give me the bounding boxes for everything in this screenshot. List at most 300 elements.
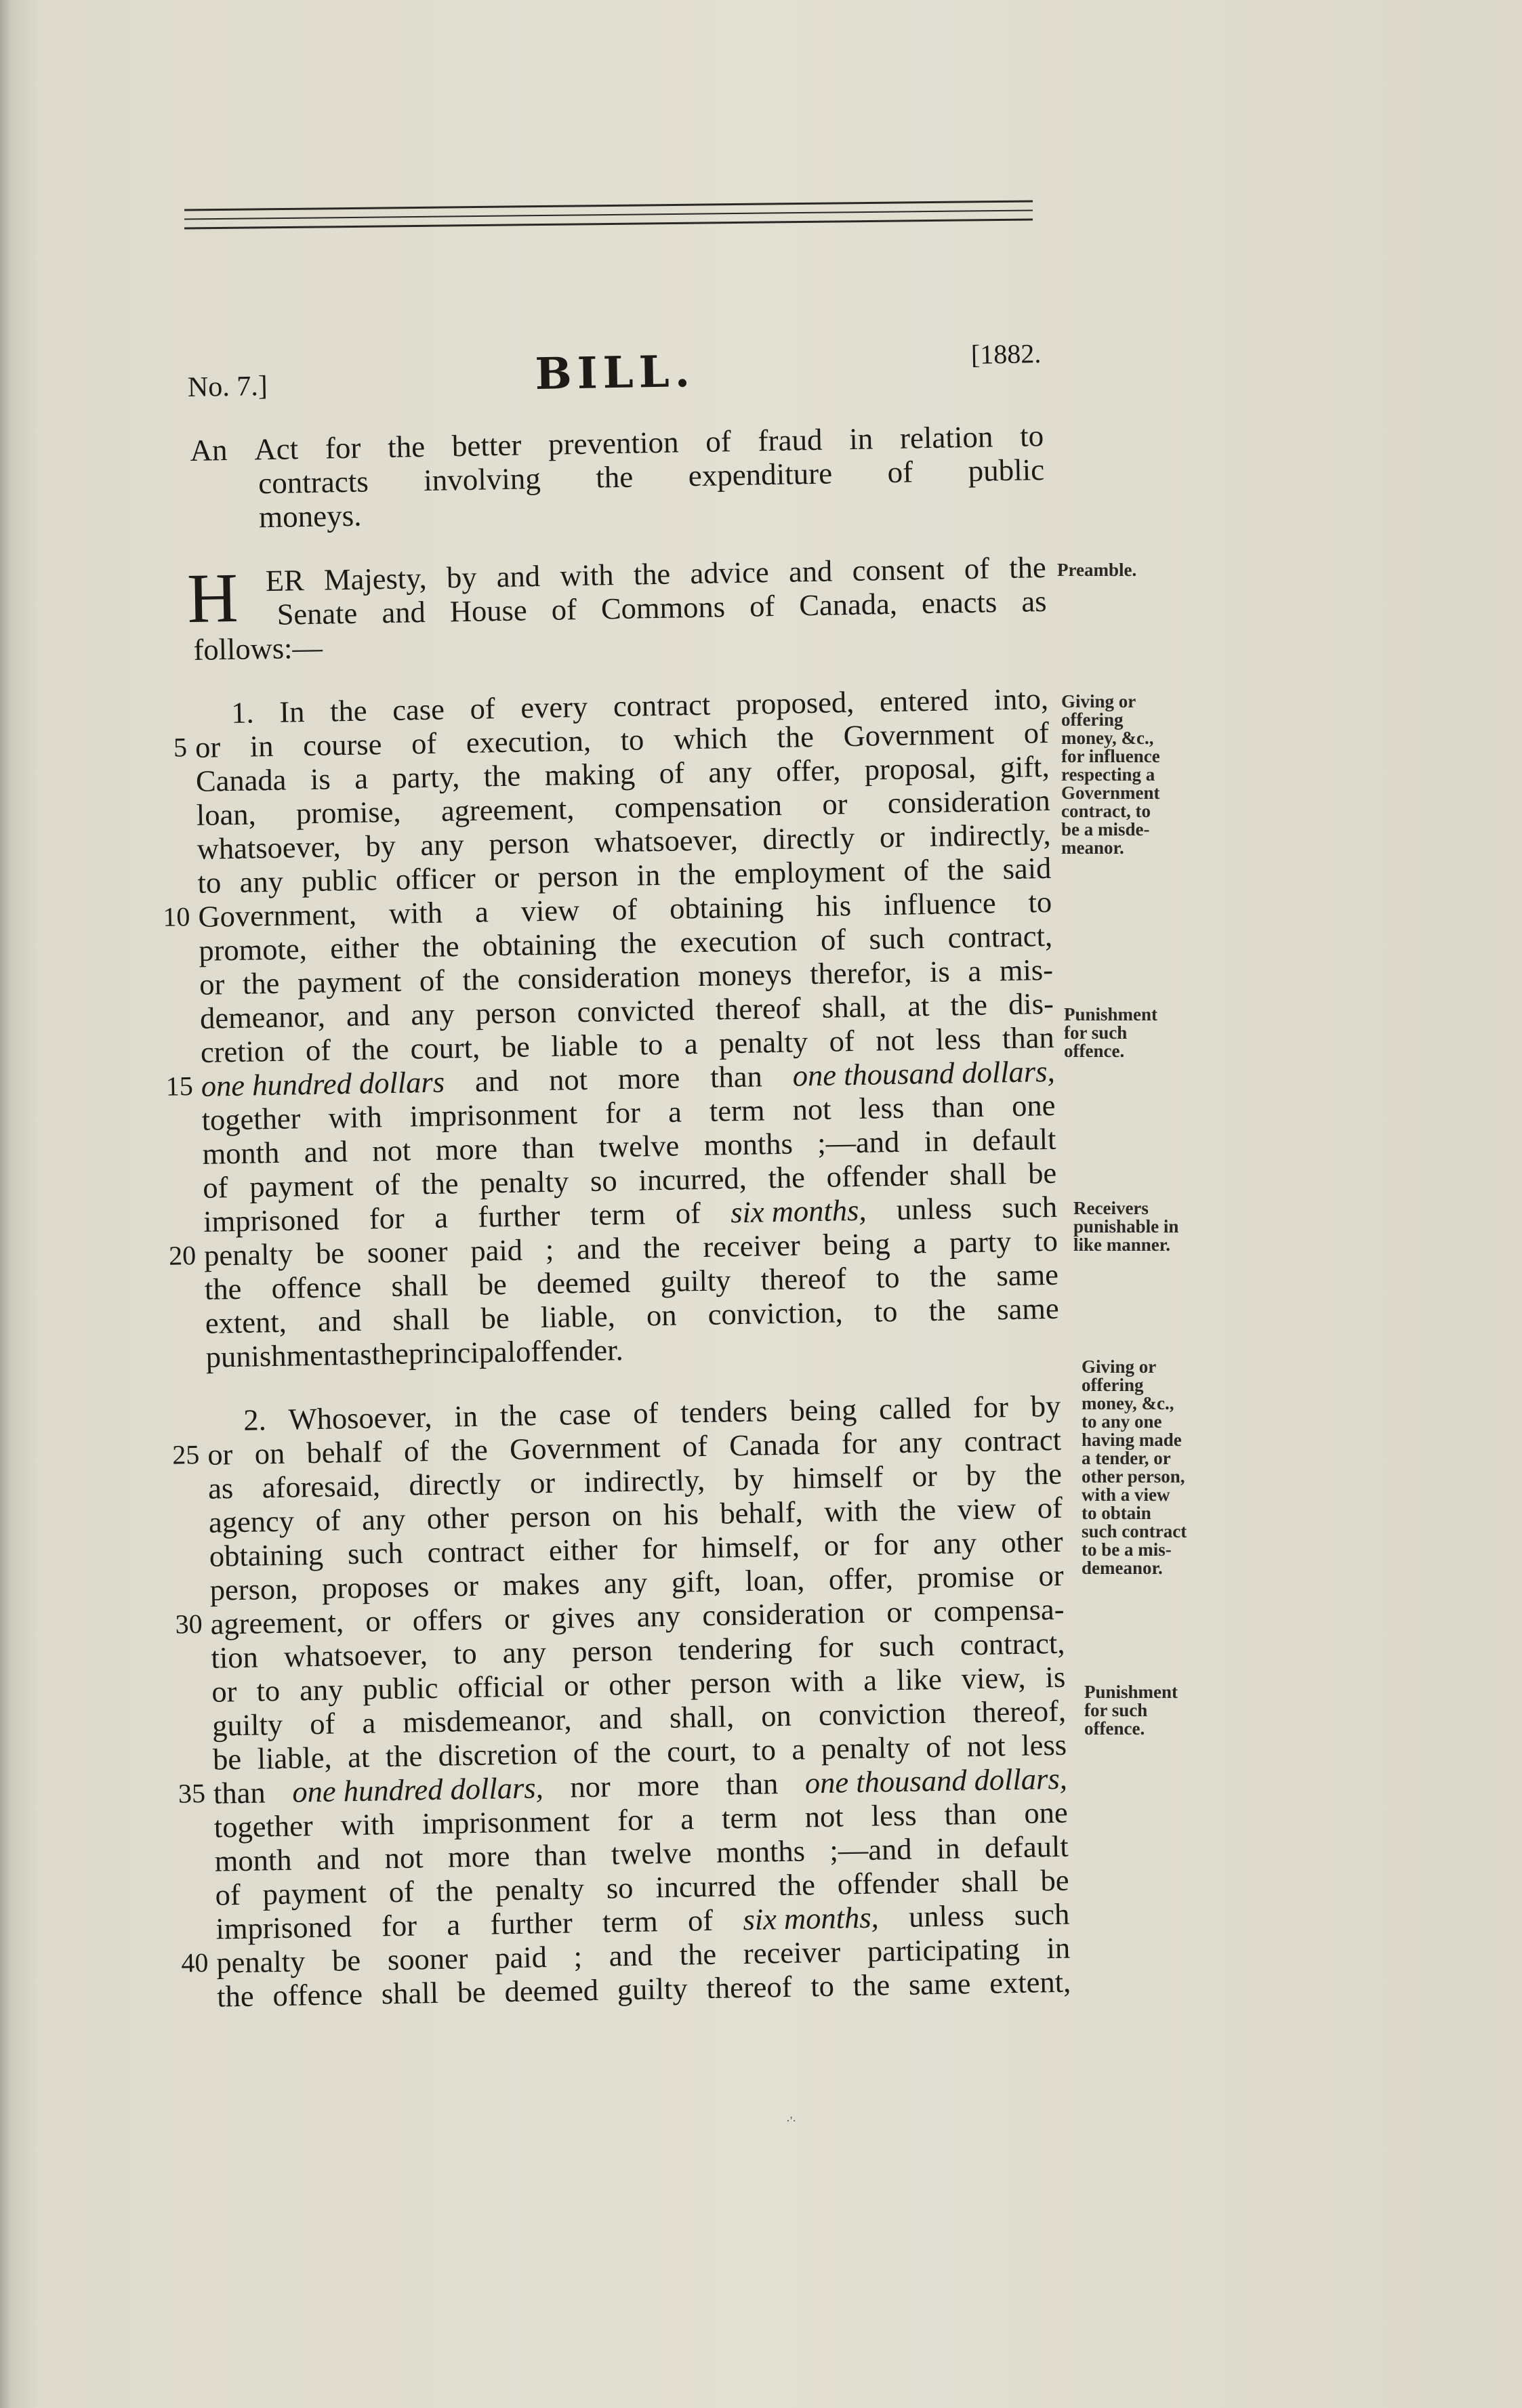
margin-note-line: meanor. (1061, 837, 1124, 858)
word: and (496, 559, 541, 594)
word: in (924, 1123, 948, 1159)
word: the (778, 1867, 816, 1903)
margin-note-line: be a misde- (1061, 819, 1150, 839)
word: obtaining (669, 889, 784, 926)
word: more (447, 1839, 510, 1874)
margin-note-line: Preamble. (1057, 560, 1137, 580)
word: makes (502, 1566, 580, 1602)
word: offence (272, 1976, 363, 2013)
word: a (362, 1705, 376, 1740)
word: of (632, 1396, 659, 1430)
word: thereof, (972, 1693, 1067, 1730)
word: of (829, 1024, 855, 1058)
word: view (957, 1491, 1016, 1527)
word: the (483, 758, 521, 793)
word: or (493, 860, 520, 895)
word: the (1008, 549, 1047, 585)
word: of (309, 1706, 335, 1741)
word: better (451, 428, 522, 463)
word: not (966, 1728, 1006, 1764)
word: to (810, 1968, 835, 2004)
word: of (374, 1167, 400, 1202)
word: less (935, 1021, 981, 1056)
word: of (470, 691, 496, 726)
word: himself (792, 1459, 884, 1495)
word: to (876, 1260, 900, 1295)
word: for (972, 1390, 1009, 1425)
word: discretion (438, 1736, 558, 1772)
word: 2. (243, 1403, 267, 1437)
word: other (608, 1666, 672, 1702)
word: offer, (775, 753, 841, 788)
word: of (925, 1729, 951, 1764)
word: less (871, 1798, 917, 1833)
word: for (617, 1802, 653, 1838)
word: the (928, 1293, 966, 1328)
word: public (968, 453, 1045, 488)
word: party, (392, 760, 460, 795)
word: of (964, 551, 990, 586)
word: for (369, 1201, 405, 1236)
line-number: 15 (165, 1071, 194, 1102)
word: be (331, 1943, 361, 1978)
word: Canada (195, 762, 287, 798)
word: either (329, 930, 399, 966)
word: six months, (730, 1192, 867, 1230)
word: liable, (257, 1740, 333, 1776)
word: month (214, 1842, 292, 1878)
word: or (207, 1437, 233, 1472)
word: to (197, 865, 222, 900)
word: the (216, 1978, 255, 2014)
word: not (875, 1022, 915, 1058)
word: indirectly, (929, 816, 1051, 854)
word: of (903, 853, 929, 888)
word: term (721, 1800, 778, 1835)
word: one thousand dollars, (804, 1761, 1068, 1800)
word: shall, (821, 989, 887, 1024)
word: more (435, 1132, 498, 1167)
word: or (199, 967, 225, 1001)
word: whatsoever, (594, 822, 739, 859)
word: other (1000, 1524, 1064, 1560)
word: therefor, (809, 955, 912, 991)
word: promise (917, 1559, 1015, 1595)
word: be (478, 1267, 508, 1302)
word: proposes (321, 1569, 430, 1605)
margin-note-line: other person, (1082, 1466, 1185, 1487)
word: Government (509, 1430, 661, 1466)
word: or (194, 730, 221, 764)
word: and (788, 554, 833, 589)
word: together (201, 1101, 301, 1137)
word: course (302, 727, 382, 763)
word: on (254, 1436, 285, 1471)
word: person (510, 1498, 591, 1534)
margin-note-line: punishable in (1073, 1216, 1179, 1237)
word: a (791, 1732, 806, 1766)
word: for (325, 430, 361, 465)
word: of (411, 726, 437, 761)
word: the (421, 1166, 459, 1201)
word: extent, (205, 1304, 287, 1340)
word: as (346, 1337, 372, 1372)
word: whatsoever, (197, 829, 342, 866)
word: for (604, 1095, 641, 1130)
word: obtaining (209, 1537, 324, 1573)
word: dis- (1008, 986, 1054, 1022)
word: of (887, 455, 913, 490)
word: such (347, 1535, 404, 1571)
line-number: 40 (180, 1947, 209, 1978)
word: case (392, 692, 445, 727)
word: contract, (960, 1625, 1065, 1662)
word: the (633, 556, 671, 591)
word: prevention (548, 425, 679, 461)
word: person (690, 1665, 771, 1701)
word: of (659, 755, 685, 790)
word: conviction, (707, 1295, 844, 1331)
word: a (680, 1802, 695, 1836)
word: consideration (701, 1595, 865, 1633)
word: any (603, 1565, 648, 1600)
word: offer, (828, 1561, 894, 1596)
word: the (421, 929, 459, 964)
word: Government (843, 716, 995, 753)
word: relation (899, 419, 993, 455)
line-number: 30 (175, 1608, 203, 1640)
word: the (204, 1271, 242, 1306)
word: case (558, 1396, 611, 1432)
line-number: 5 (173, 732, 188, 763)
word: and (382, 594, 426, 630)
word: himself, (701, 1529, 800, 1565)
word: proposed, (735, 684, 855, 721)
word: ;—and (829, 1831, 912, 1867)
margin-note-line: for such (1064, 1022, 1128, 1043)
word: of (573, 1735, 599, 1770)
word: nor (569, 1769, 611, 1804)
word: person (475, 995, 556, 1031)
word: offender (826, 1158, 928, 1194)
word: be (457, 1974, 487, 2010)
word: payment (249, 1167, 354, 1204)
word: imprisonment (421, 1804, 590, 1841)
word: the (679, 1936, 717, 1972)
word: a (667, 1094, 682, 1129)
section-1 (163, 681, 1060, 1374)
word: gives (551, 1600, 615, 1635)
word: shall (391, 1268, 449, 1303)
word: the (777, 720, 815, 754)
word: tenders (680, 1394, 768, 1430)
word: the (371, 1336, 409, 1371)
word: for (873, 1527, 909, 1562)
word: compensation (614, 787, 783, 825)
word: in (636, 857, 661, 892)
word: than (944, 1796, 997, 1831)
word: the (950, 987, 988, 1022)
word: less (1021, 1727, 1067, 1762)
word: proposal, (864, 750, 976, 787)
word: and (317, 1303, 362, 1338)
word: ; (573, 1939, 583, 1974)
margin-note-line: to any one (1082, 1411, 1162, 1432)
word: thereof (715, 991, 802, 1026)
word: the (947, 852, 985, 887)
bill-title: BILL. (534, 346, 696, 400)
word: in (249, 728, 274, 764)
word: the (387, 429, 426, 464)
word: a (446, 1907, 461, 1942)
word: enacts (921, 585, 997, 621)
word: sooner (367, 1234, 448, 1270)
word: same (996, 1291, 1060, 1327)
word: same (995, 1257, 1059, 1293)
word: six months, (743, 1900, 880, 1937)
margin-note-receivers (1073, 1199, 1178, 1254)
word: the (329, 693, 367, 728)
word: execution (680, 923, 798, 959)
word: making (544, 756, 636, 792)
word: in (1046, 1930, 1071, 1966)
word: of (202, 1170, 228, 1205)
word: by (365, 828, 396, 863)
word: the (385, 1739, 423, 1774)
word: liable (550, 1028, 619, 1063)
word: agreement, (440, 791, 575, 828)
margin-note-line: such contract (1082, 1521, 1187, 1541)
word: any (299, 1672, 344, 1707)
word: person (571, 1633, 653, 1669)
line-number: 25 (171, 1438, 200, 1470)
word: not (804, 1799, 844, 1834)
word: twelve (611, 1835, 692, 1871)
margin-note-line: Giving or (1082, 1356, 1157, 1377)
word: and (316, 1841, 361, 1877)
word: so (590, 1163, 618, 1198)
word: demeanor, (199, 999, 326, 1035)
word: tion (211, 1640, 259, 1675)
word: thereof (706, 1969, 792, 2006)
word: other (426, 1500, 489, 1536)
word: as (207, 1471, 234, 1506)
word: by (733, 1461, 764, 1497)
word: of (403, 1434, 430, 1468)
word: any (898, 1424, 943, 1459)
word: not (371, 1133, 411, 1168)
word: than (522, 1130, 575, 1165)
word: of (611, 892, 638, 927)
word: Canada, (798, 586, 898, 623)
word: Majesty, (323, 560, 428, 597)
word: moneys (697, 957, 792, 993)
word: than (726, 1766, 779, 1802)
word: or (821, 787, 848, 821)
word: conviction (818, 1695, 947, 1732)
word: to (1033, 1223, 1058, 1258)
word: term (602, 1904, 659, 1939)
word: deemed (504, 1972, 599, 2009)
word: such (1014, 1896, 1070, 1932)
preamble (186, 549, 1047, 667)
word: behalf, (719, 1495, 804, 1531)
word: not (792, 1092, 831, 1127)
word: to (1028, 884, 1052, 919)
word: punishment (205, 1337, 347, 1374)
margin-note-line: Government (1061, 783, 1160, 803)
word: than (534, 1838, 587, 1873)
margin-note-tender (1082, 1358, 1187, 1577)
word: and (576, 1231, 621, 1266)
margin-note-preamble (1057, 561, 1136, 579)
word: the (642, 1230, 681, 1265)
margin-note-line: demeanor. (1082, 1558, 1163, 1578)
word: more (617, 1060, 680, 1096)
word: court, (410, 1030, 480, 1066)
word: incurred, (638, 1161, 747, 1197)
word: loan, (745, 1562, 805, 1598)
word: with (340, 1807, 395, 1842)
word: and (346, 997, 390, 1033)
word: one hundred dollars (201, 1064, 445, 1103)
margin-note-line: offering (1061, 709, 1124, 730)
margin-note-punishment (1064, 1005, 1157, 1060)
word: officer (395, 860, 476, 896)
word: or (911, 1458, 938, 1493)
word: or (365, 1604, 391, 1638)
margin-note-line: offence. (1064, 1041, 1125, 1061)
word: penalty (718, 1024, 808, 1060)
word: guilty (660, 1263, 731, 1299)
word: House (449, 593, 528, 629)
word: one hundred dollars, (291, 1770, 544, 1809)
margin-note-line: with a view (1082, 1485, 1170, 1505)
margin-note-line: to obtain (1082, 1503, 1151, 1523)
word: Whosoever, (288, 1399, 432, 1436)
word: or (879, 819, 905, 854)
word: offender (837, 1865, 940, 1901)
word: the (462, 962, 500, 997)
word: receiver (703, 1228, 801, 1264)
word: penalty (495, 1871, 585, 1907)
word: is (310, 762, 331, 796)
word: the (899, 1493, 937, 1527)
word: unless (908, 1898, 985, 1934)
word: offers (412, 1602, 483, 1638)
word: with (823, 1493, 878, 1529)
word: of (682, 1428, 708, 1464)
word: agency (208, 1503, 295, 1539)
word: any (502, 1635, 547, 1670)
word: cretion (200, 1033, 285, 1069)
word: in (453, 1398, 478, 1434)
word: to (453, 1636, 478, 1671)
word: be (315, 1236, 345, 1270)
word: the (436, 1873, 474, 1908)
word: as (1021, 583, 1047, 619)
act-title (190, 419, 1045, 535)
word: to (752, 1732, 777, 1767)
word: default (984, 1829, 1069, 1865)
word: on (646, 1298, 677, 1333)
word: one thousand dollars, (792, 1054, 1055, 1093)
word: of (705, 424, 732, 459)
word: or (563, 1668, 590, 1703)
word: the (450, 1432, 489, 1468)
word: months (716, 1833, 806, 1869)
word: be (501, 1029, 531, 1064)
word: ; (545, 1232, 554, 1267)
word: of (675, 1196, 701, 1230)
word: of (315, 1503, 342, 1538)
word: consideration (517, 959, 680, 996)
word: and (609, 1938, 653, 1973)
word: of (419, 963, 445, 998)
word: public (301, 863, 377, 898)
word: paid (470, 1232, 523, 1268)
word: guilty (617, 1971, 688, 2007)
word: Government, (198, 896, 357, 934)
scan-mark: ·'· (786, 2114, 797, 2127)
word: whatsoever, (283, 1637, 428, 1674)
word: the (499, 1398, 537, 1433)
word: any (636, 1598, 681, 1634)
bill-number: No. 7.] (187, 370, 268, 403)
word: like (896, 1661, 943, 1697)
word: be (480, 1300, 510, 1335)
word: of (820, 922, 846, 957)
margin-note-line: for influence (1061, 746, 1160, 766)
word: for (817, 1629, 854, 1665)
word: than (1002, 1020, 1055, 1056)
word: of (215, 1877, 241, 1912)
word: than (709, 1059, 763, 1094)
word: In (279, 694, 305, 729)
word: paid (494, 1940, 548, 1975)
word: 1. (230, 695, 255, 730)
word: :— (283, 630, 323, 665)
word: imprisonment (409, 1096, 578, 1134)
word: to (639, 1026, 663, 1062)
word: the (678, 856, 716, 892)
word: the (1025, 1456, 1063, 1491)
word: so (606, 1870, 634, 1905)
word: in (848, 421, 873, 457)
word: of (388, 1874, 415, 1909)
word: with (388, 895, 443, 930)
margin-note-punishment (1084, 1683, 1178, 1738)
word: loan, (196, 797, 256, 832)
word: and (474, 1063, 519, 1098)
word: of (1037, 1490, 1063, 1525)
word: entered (879, 683, 969, 719)
word: shall (961, 1863, 1019, 1899)
word: than (213, 1775, 266, 1810)
word: party (949, 1224, 1012, 1260)
word: thereof (760, 1261, 847, 1297)
word: to (256, 1673, 281, 1708)
drop-cap: H (186, 558, 239, 638)
word: with (559, 558, 614, 593)
word: further (490, 1905, 573, 1941)
word: penalty (203, 1237, 293, 1272)
word: payment (297, 963, 402, 1000)
word: be (212, 1741, 242, 1777)
word: promise, (295, 794, 401, 831)
word: payment (262, 1875, 367, 1911)
word: one (1023, 1795, 1069, 1830)
